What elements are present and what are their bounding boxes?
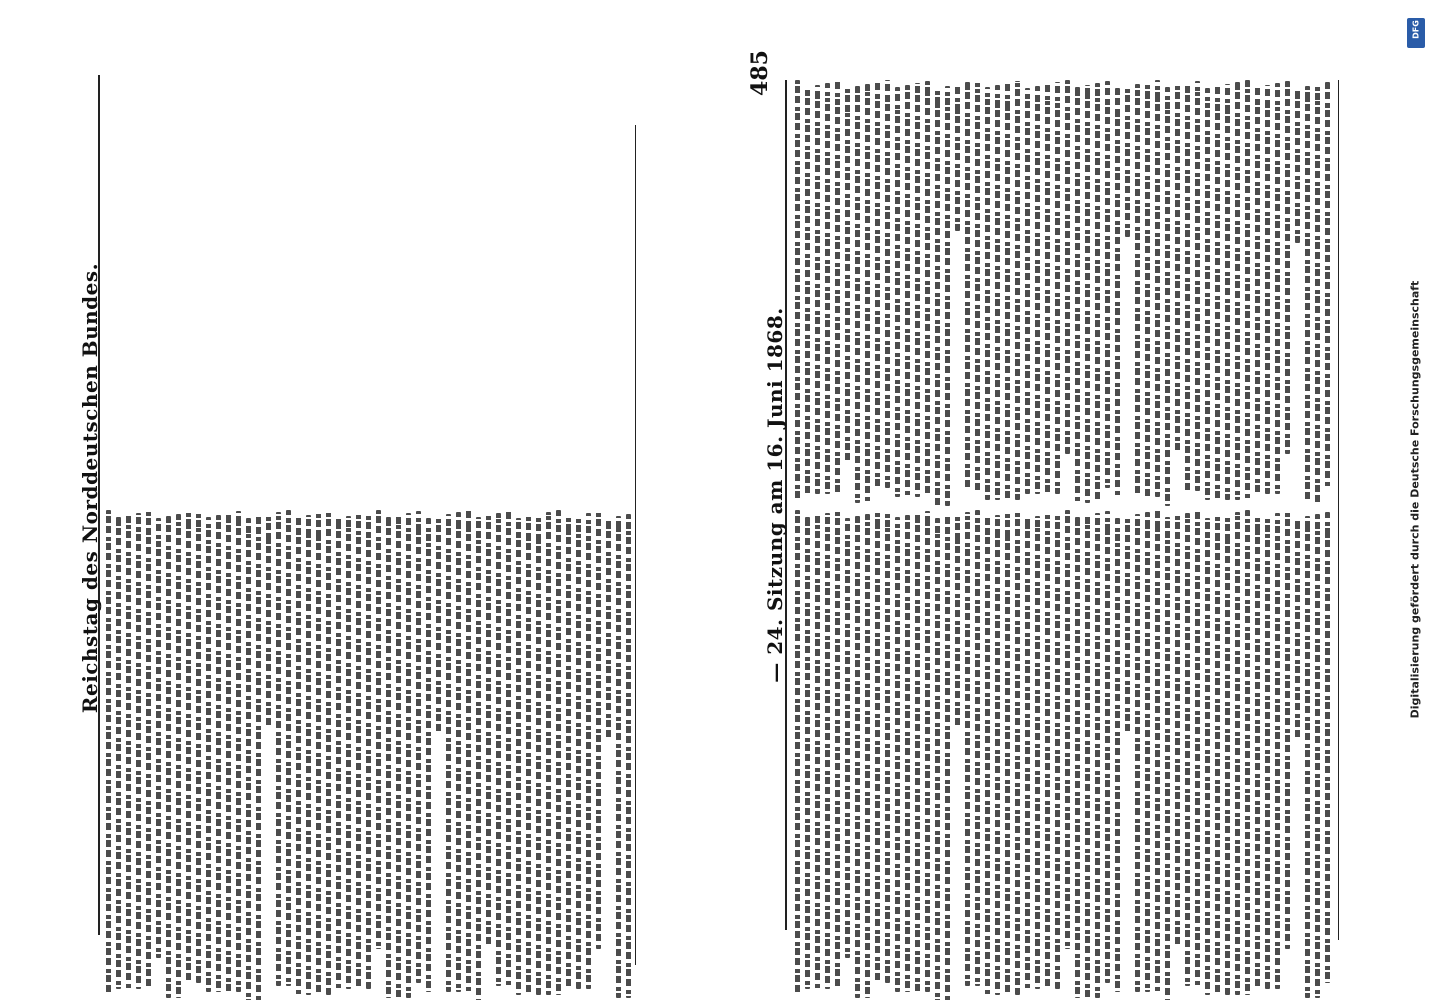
text-line	[576, 515, 581, 989]
text-line	[1255, 517, 1260, 989]
text-line	[1245, 510, 1250, 995]
text-line	[1125, 86, 1130, 237]
dfg-logo-label: DFG	[1411, 20, 1421, 39]
text-line	[805, 87, 810, 494]
text-line	[795, 510, 800, 995]
text-line	[895, 87, 900, 497]
text-line	[1305, 516, 1310, 998]
text-line	[1005, 83, 1010, 500]
text-line	[1205, 518, 1210, 995]
text-line	[1195, 81, 1200, 491]
text-line	[156, 518, 161, 958]
text-line	[855, 516, 860, 998]
text-line	[1285, 511, 1290, 949]
text-line	[1025, 518, 1030, 989]
text-line	[1045, 514, 1050, 989]
text-line	[306, 515, 311, 995]
text-line	[965, 82, 970, 491]
text-line	[516, 518, 521, 995]
text-line	[1285, 81, 1290, 454]
text-line	[596, 511, 601, 949]
text-line	[1165, 517, 1170, 1000]
text-line	[1055, 82, 1060, 494]
text-line	[825, 83, 830, 494]
text-line	[1235, 512, 1240, 995]
dfg-logo	[1407, 18, 1425, 48]
text-line	[1195, 511, 1200, 986]
text-line	[1115, 518, 1120, 992]
digitisation-note: Digitalisierung gefördert durch die Deutsche Forschungsgemeinschaft	[1408, 280, 1422, 719]
text-line	[1105, 511, 1110, 983]
text-line	[1015, 511, 1020, 995]
text-line	[196, 510, 201, 983]
text-line	[925, 81, 930, 497]
text-line	[1185, 513, 1190, 986]
text-line	[1095, 513, 1100, 998]
text-line	[1175, 85, 1180, 451]
text-line	[176, 514, 181, 998]
text-line	[376, 510, 381, 949]
text-line	[1095, 83, 1100, 503]
text-line	[825, 513, 830, 989]
running-head-right: — 24. Sitzung am 16. Juni 1868.	[763, 307, 787, 683]
text-line	[885, 510, 890, 983]
text-line	[536, 514, 541, 995]
text-line	[1275, 513, 1280, 989]
running-head-right-container	[760, 70, 790, 920]
text-line	[346, 516, 351, 989]
text-line	[1035, 516, 1040, 989]
text-line	[1155, 80, 1160, 497]
text-line	[316, 513, 321, 995]
text-line	[556, 510, 561, 995]
text-line	[146, 511, 151, 989]
text-line	[1165, 87, 1170, 506]
text-line	[626, 514, 631, 998]
text-line	[496, 513, 501, 986]
text-line	[1235, 82, 1240, 500]
text-line	[1265, 515, 1270, 989]
text-line	[955, 514, 960, 726]
text-line	[1325, 82, 1330, 488]
text-line	[186, 512, 191, 983]
text-line	[116, 517, 121, 989]
text-line	[975, 510, 980, 986]
text-line	[835, 81, 840, 494]
text-line	[1175, 515, 1180, 946]
text-line	[206, 517, 211, 992]
text-line	[1135, 514, 1140, 992]
text-line	[1065, 80, 1070, 454]
text-line	[965, 512, 970, 986]
text-line	[416, 511, 421, 983]
text-line	[855, 86, 860, 503]
text-line	[1295, 518, 1300, 738]
text-line	[1075, 517, 1080, 998]
text-line	[1015, 81, 1020, 500]
text-line	[875, 512, 880, 983]
text-line	[885, 80, 890, 488]
text-line	[436, 516, 441, 732]
text-line	[1325, 512, 1330, 983]
text-line	[466, 510, 471, 992]
text-line	[366, 512, 371, 989]
running-head-left: Reichstag des Norddeutschen Bundes.	[78, 262, 102, 714]
text-line	[995, 85, 1000, 500]
text-line	[1265, 85, 1270, 494]
text-line	[586, 513, 591, 989]
text-line	[256, 516, 261, 1000]
text-line	[935, 88, 940, 506]
text-line	[895, 517, 900, 992]
text-line	[845, 88, 850, 463]
text-line	[905, 85, 910, 497]
text-line	[386, 517, 391, 998]
text-line	[1085, 85, 1090, 503]
text-line	[1215, 86, 1220, 500]
text-line	[246, 518, 251, 1000]
text-line	[276, 512, 281, 986]
text-line	[616, 516, 621, 998]
text-line	[426, 518, 431, 992]
text-line	[476, 517, 481, 1000]
text-line	[1005, 513, 1010, 995]
text-line	[506, 511, 511, 986]
text-line	[915, 83, 920, 497]
text-line	[1315, 84, 1320, 503]
text-line	[226, 513, 231, 992]
text-line	[1125, 516, 1130, 732]
text-line	[296, 517, 301, 995]
text-line	[456, 512, 461, 992]
text-line	[1155, 510, 1160, 992]
text-line	[106, 510, 111, 995]
text-line	[1225, 84, 1230, 500]
text-line	[1085, 515, 1090, 998]
text-line	[1145, 82, 1150, 497]
text-line	[1105, 81, 1110, 488]
text-line	[606, 518, 611, 738]
text-line	[136, 513, 141, 989]
text-line	[915, 513, 920, 992]
text-line	[1025, 88, 1030, 494]
text-line	[286, 510, 291, 986]
text-line	[126, 515, 131, 989]
text-line	[1215, 516, 1220, 995]
text-line	[975, 80, 980, 491]
text-line	[566, 517, 571, 989]
text-line	[805, 517, 810, 989]
page-number: 485	[747, 50, 773, 96]
text-line	[406, 513, 411, 998]
text-line	[1255, 87, 1260, 494]
text-line	[905, 515, 910, 992]
text-line	[945, 86, 950, 506]
column-rule	[635, 125, 636, 965]
text-line	[985, 517, 990, 995]
text-line	[1275, 83, 1280, 494]
text-line	[266, 514, 271, 726]
text-line	[546, 512, 551, 995]
text-line	[795, 80, 800, 500]
text-line	[925, 511, 930, 992]
text-line	[326, 511, 331, 995]
text-line	[865, 84, 870, 503]
text-line	[1225, 514, 1230, 995]
text-line	[236, 511, 241, 992]
text-line	[216, 515, 221, 992]
text-line	[935, 518, 940, 1000]
text-line	[336, 518, 341, 989]
text-line	[356, 514, 361, 989]
text-line	[875, 82, 880, 488]
text-line	[1035, 86, 1040, 494]
text-line	[955, 84, 960, 231]
text-line	[1135, 84, 1140, 497]
text-line	[995, 515, 1000, 995]
text-line	[845, 518, 850, 958]
text-line	[1075, 87, 1080, 503]
text-line	[1055, 512, 1060, 989]
text-line	[1185, 83, 1190, 491]
digitisation-note-container	[1400, 20, 1430, 980]
text-line	[1245, 80, 1250, 500]
column-rule	[1338, 80, 1339, 940]
text-line	[486, 515, 491, 946]
text-line	[526, 516, 531, 995]
text-line	[1205, 88, 1210, 500]
text-line	[815, 515, 820, 989]
text-line	[1145, 512, 1150, 992]
text-line	[1305, 86, 1310, 503]
text-line	[446, 514, 451, 992]
text-line	[835, 511, 840, 989]
text-line	[865, 514, 870, 998]
text-line	[1295, 88, 1300, 243]
text-line	[1315, 514, 1320, 998]
text-line	[815, 85, 820, 494]
text-line	[985, 87, 990, 500]
text-line	[945, 516, 950, 1000]
text-line	[1065, 510, 1070, 949]
text-line	[1045, 84, 1050, 494]
text-line	[1115, 88, 1120, 497]
text-line	[396, 515, 401, 998]
text-line	[166, 516, 171, 998]
